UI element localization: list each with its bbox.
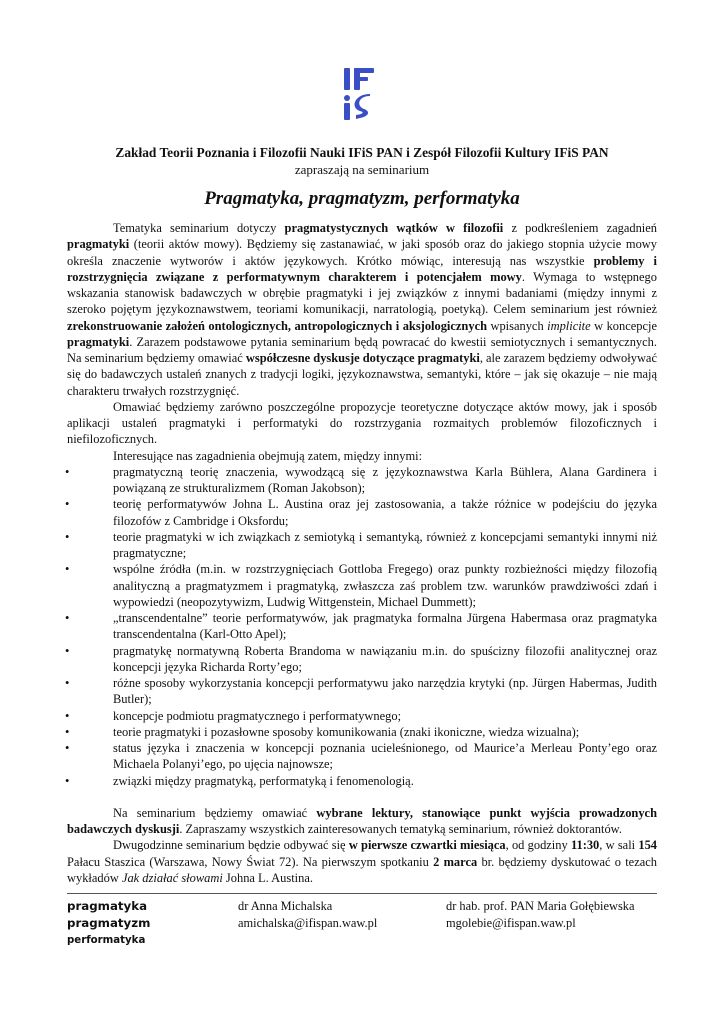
- paragraph-topic: [67, 220, 657, 399]
- bold-run: 2 marca: [433, 854, 478, 869]
- bold-run: pragmatyki: [67, 334, 130, 349]
- paragraph-issues-intro: [67, 448, 657, 464]
- bullet-icon: •: [65, 464, 70, 479]
- text-run: Tematyka seminarium dotyczy: [113, 221, 285, 235]
- paragraph-schedule: [67, 837, 657, 886]
- text-run: , ale zarazem będziemy odwoływać się do badawczych ustaleń znanych z tradycji logiki, językoznawstwa, semantyki, które – jak się okazuje – nie mają charakteru trwałych rozstrzygnięć.: [67, 351, 657, 398]
- contact-email[interactable]: amichalska@ifispan.waw.pl: [238, 916, 378, 930]
- paragraph-readings: [67, 805, 657, 838]
- bullet-icon: •: [65, 676, 70, 690]
- issue-text: teorię performatywów Johna L. Austina oraz jej zastosowania, a także różnice w podejściu do języka filozofów z Cambridge i Oksfordu;: [113, 497, 657, 528]
- bullet-icon: •: [65, 529, 70, 544]
- bold-run: współczesne dyskusje dotyczące pragmatyki: [245, 351, 480, 365]
- issues-list: [67, 464, 657, 789]
- issue-text: wspólne źródła (m.in. w rozstrzygnięciach Gottloba Fregego) oraz punkty rozbieżności między filozofią analityczną a pragmatyzmem i pragmatyką, zwłaszcza zaś problem tzw. warunków prawdziwości zdań i wypowiedzi (neopozytywizm, Ludwig Wittgenstein, Michael Dummett);: [113, 562, 657, 609]
- contact-michalska: [238, 898, 377, 932]
- text-run: Pałacu Staszica (Warszawa, Nowy Świat 72). Na pierwszym spotkaniu: [67, 854, 434, 869]
- issue-item: [67, 724, 657, 740]
- issue-item: [67, 561, 657, 610]
- text-run: Dwugodzinne seminarium będzie odbywać się: [113, 838, 349, 853]
- text-run: , od godziny: [505, 838, 571, 853]
- text-run: , w sali: [599, 838, 639, 853]
- text-run: . Zapraszamy wszystkich zainteresowanych tematyką seminarium, również doktorantów.: [179, 822, 622, 836]
- issue-item: [67, 496, 657, 529]
- seminar-description: [67, 220, 657, 886]
- invite-line: zapraszają na seminarium: [294, 162, 430, 177]
- bold-run: pragmatystycznych wątków w filozofii: [284, 221, 504, 235]
- contact-name: dr hab. prof. PAN Maria Gołębiewska: [446, 899, 635, 913]
- issue-item: [67, 643, 657, 676]
- text-run: Na seminarium będziemy omawiać: [113, 805, 317, 820]
- bold-run: 11:30: [570, 838, 600, 853]
- issue-item: [67, 675, 657, 708]
- issue-item: [67, 708, 657, 724]
- keywords: [67, 898, 150, 949]
- text-run: wpisanych: [487, 318, 548, 333]
- bullet-icon: •: [65, 708, 70, 723]
- italic-run: Jak działać słowami: [121, 870, 223, 885]
- organizers-heading: Zakład Teorii Poznania i Filozofii Nauki IFiS PAN i Zespół Filozofii Kultury IFiS PAN: [115, 145, 609, 160]
- keyword: pragmatyka: [67, 899, 148, 913]
- bold-run: w pierwsze czwartki miesiąca: [348, 838, 506, 853]
- text-run: Interesujące nas zagadnienia obejmują zatem, między innymi:: [113, 448, 423, 463]
- bold-run: pragmatyki: [67, 237, 130, 252]
- issue-text: różne sposoby wykorzystania koncepcji performatywu jako narzędzia krytyki (np. Jürgen Habermas, Judith Butler);: [113, 676, 657, 707]
- issue-text: pragmatyczną teorię znaczenia, wywodzącą się z językoznawstwa Karla Bühlera, Alana Gardinera i powiązaną ze strukturalizmem (Roman Jakobson);: [113, 464, 657, 495]
- issue-text: teorie pragmatyki w ich związkach z semiotyką i semantyką, również z koncepcjami semantyki innymi niż pragmatyczne;: [113, 529, 657, 560]
- bullet-icon: •: [65, 741, 70, 755]
- issue-item: [67, 529, 657, 562]
- contact-email[interactable]: mgolebie@ifispan.waw.pl: [446, 916, 576, 930]
- paragraph-methods: [67, 399, 657, 448]
- bold-run: zrekonstruowanie założeń ontologicznych, antropologicznych i aksjologicznych: [67, 318, 488, 333]
- footer-divider: [67, 893, 657, 894]
- bold-run: wybrane lektury, stanowiące punkt wyjścia prowadzonych badawczych dyskusji: [67, 805, 657, 836]
- bullet-icon: •: [65, 724, 70, 739]
- text-run: br. będziemy dyskutować o tezach wykładów: [67, 854, 657, 885]
- text-run: Omawiać będziemy zarówno poszczególne propozycje teoretyczne dotyczące aktów mowy, jak i sposób aplikacji ustaleń pragmatyki i performatyki do rozstrzygania rozmaitych problemów filozoficznych i niefilozoficznych.: [67, 399, 657, 447]
- text-run: . Wymaga to wstępnego wskazania stanowisk badawczych w obrębie pragmatyki i jej związków z innymi badaniami (między innymi z szeroko pojętym językoznawstwem, teoriami komunikacji, narratologią, poetyką). Celem seminarium jest również: [67, 269, 657, 317]
- contact-name: dr Anna Michalska: [238, 899, 333, 913]
- keyword: performatyka: [67, 935, 146, 946]
- text-run: . Zarazem podstawowe pytania seminarium będą powracać do kwestii semiotycznych i semantycznych. Na seminarium będziemy omawiać: [67, 334, 657, 365]
- issue-text: status języka i znaczenia w koncepcji poznania ucieleśnionego, od Maurice’a Merleau Ponty’ego oraz Michaela Polanyi’ego, po ujęcia najnowsze;: [113, 741, 657, 772]
- issue-item: [67, 773, 657, 789]
- text-run: z podkreśleniem zagadnień: [503, 221, 658, 235]
- bullet-icon: •: [65, 562, 70, 577]
- issue-text: związki między pragmatyką, performatyką i fenomenologią.: [113, 773, 414, 788]
- italic-run: implicite: [547, 318, 591, 333]
- issue-text: teorie pragmatyki i pozasłowne sposoby komunikowania (znaki ikoniczne, wiedza wizualna);: [113, 724, 580, 739]
- issue-text: koncepcje podmiotu pragmatycznego i performatywnego;: [113, 708, 402, 723]
- issue-text: „transcendentalne” teorie performatywów, jak pragmatyka formalna Jürgena Habermasa oraz pragmatyka transcendentalna (Karl-Otto Apel);: [113, 611, 657, 642]
- text-run: w koncepcje: [590, 318, 657, 333]
- bold-run: 154: [638, 838, 657, 853]
- issue-item: [67, 740, 657, 773]
- bullet-icon: •: [65, 611, 70, 625]
- text-run: (teorii aktów mowy). Będziemy się zastanawiać, w jaki sposób oraz do jakiego stopnia użycie mowy określa znaczenie wytworów i aktów językowych. Krótko mówiąc, interesują nas wszystkie: [67, 237, 657, 268]
- bullet-icon: •: [65, 497, 70, 512]
- keyword: pragmatyzm: [67, 916, 151, 930]
- issue-text: pragmatykę normatywną Roberta Brandoma w nawiązaniu m.in. do spuścizny filozofii analitycznej oraz koncepcji języka Richarda Rorty’ego;: [113, 643, 657, 674]
- bullet-icon: •: [65, 643, 70, 658]
- text-run: Johna L. Austina.: [222, 870, 313, 885]
- issue-item: [67, 610, 657, 643]
- issue-item: [67, 464, 657, 497]
- seminar-title: Pragmatyka, pragmatyzm, performatyka: [204, 188, 520, 209]
- bullet-icon: •: [65, 773, 70, 788]
- ifis-logo: [340, 66, 380, 122]
- contact-golebiewska: [446, 898, 634, 932]
- bold-run: problemy i rozstrzygnięcia związane z performatywnym charakterem i potencjałem mowy: [67, 253, 657, 284]
